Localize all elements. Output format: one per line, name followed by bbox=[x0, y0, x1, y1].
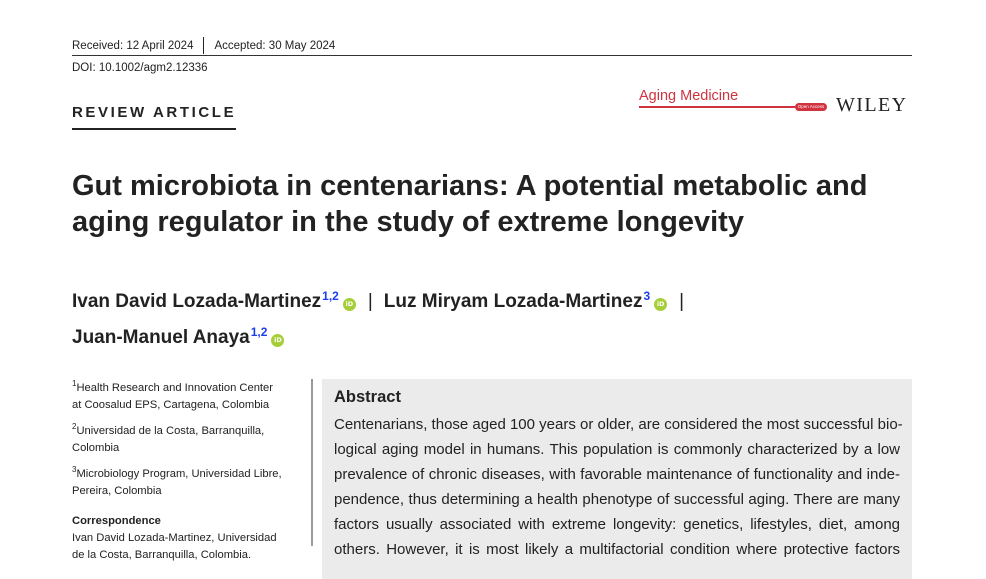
publisher-logo: WILEY bbox=[836, 94, 908, 116]
title-line: aging regulator in the study of extreme longevity bbox=[72, 206, 744, 238]
abstract-line: factors usually associated with extreme longevity: genetics, lifestyles, diet, among bbox=[334, 516, 900, 533]
author-affiliation-ref[interactable]: 1,2 bbox=[250, 325, 268, 339]
abstract-line: pendence, thus determining a health phenotype of successful aging. There are many bbox=[334, 491, 900, 508]
article-dates bbox=[72, 37, 335, 54]
affiliation-text: Microbiology Program, Universidad Libre, bbox=[76, 468, 282, 480]
abstract-body bbox=[334, 412, 903, 562]
affiliation-text: Health Research and Innovation Center bbox=[76, 382, 273, 394]
author-affiliation-ref[interactable]: 1,2 bbox=[322, 289, 339, 303]
orcid-icon[interactable]: iD bbox=[271, 334, 284, 347]
author-name[interactable]: Luz Miryam Lozada-Martinez bbox=[383, 291, 643, 312]
author-name[interactable]: Juan-Manuel Anaya bbox=[72, 327, 250, 348]
affiliation-item bbox=[72, 461, 304, 500]
affiliation-text: at Coosalud EPS, Cartagena, Colombia bbox=[72, 399, 270, 411]
journal-logo-name: Aging Medicine bbox=[639, 88, 739, 104]
correspondence-text bbox=[72, 530, 304, 564]
author-separator: | bbox=[679, 291, 685, 312]
author-separator: | bbox=[367, 291, 373, 312]
correspondence-heading: Correspondence bbox=[72, 515, 161, 527]
affiliations bbox=[72, 375, 304, 564]
abstract-line: prevalence of chronic diseases, with favorable maintenance of functionality and inde- bbox=[334, 466, 900, 483]
author-affiliation-ref[interactable]: 3 bbox=[643, 289, 651, 303]
journal-logo-underline bbox=[639, 106, 795, 108]
affiliation-text: Colombia bbox=[72, 442, 120, 454]
open-access-badge: Open Access bbox=[795, 103, 827, 111]
affiliation-number: 3 bbox=[72, 465, 77, 474]
date-divider bbox=[203, 37, 204, 54]
accepted-date: Accepted: 30 May 2024 bbox=[214, 39, 336, 52]
header-rule bbox=[72, 55, 912, 56]
abstract-line: others. However, it is most likely a multifactorial condition where protective factors bbox=[334, 541, 900, 558]
article-type: REVIEW ARTICLE bbox=[72, 104, 236, 130]
article-title bbox=[72, 168, 932, 240]
affiliation-number: 1 bbox=[72, 379, 77, 388]
affiliation-text: Pereira, Colombia bbox=[72, 485, 162, 497]
author-list bbox=[72, 281, 912, 353]
column-divider bbox=[311, 379, 313, 546]
orcid-icon[interactable]: iD bbox=[343, 298, 356, 311]
author-line bbox=[72, 317, 912, 353]
abstract-line: logical aging model in humans. This population is commonly characterized by a low bbox=[334, 441, 900, 458]
title-line: Gut microbiota in centenarians: A potential metabolic and bbox=[72, 170, 868, 202]
orcid-icon[interactable]: iD bbox=[654, 298, 667, 311]
abstract-heading: Abstract bbox=[334, 388, 401, 406]
affiliation-item bbox=[72, 375, 304, 414]
affiliation-text: Universidad de la Costa, Barranquilla, bbox=[76, 425, 265, 437]
abstract-line: Centenarians, those aged 100 years or older, are considered the most successful bio- bbox=[334, 416, 903, 433]
correspondence-line: Ivan David Lozada-Martinez, Universidad bbox=[72, 532, 277, 544]
affiliation-number: 2 bbox=[72, 422, 77, 431]
abstract-box bbox=[322, 379, 912, 579]
correspondence-line: de la Costa, Barranquilla, Colombia. bbox=[72, 549, 252, 561]
author-line bbox=[72, 281, 912, 317]
affiliation-item bbox=[72, 418, 304, 457]
received-date: Received: 12 April 2024 bbox=[72, 39, 194, 52]
author-name[interactable]: Ivan David Lozada-Martinez bbox=[72, 291, 322, 312]
doi-text: DOI: 10.1002/agm2.12336 bbox=[72, 62, 208, 74]
